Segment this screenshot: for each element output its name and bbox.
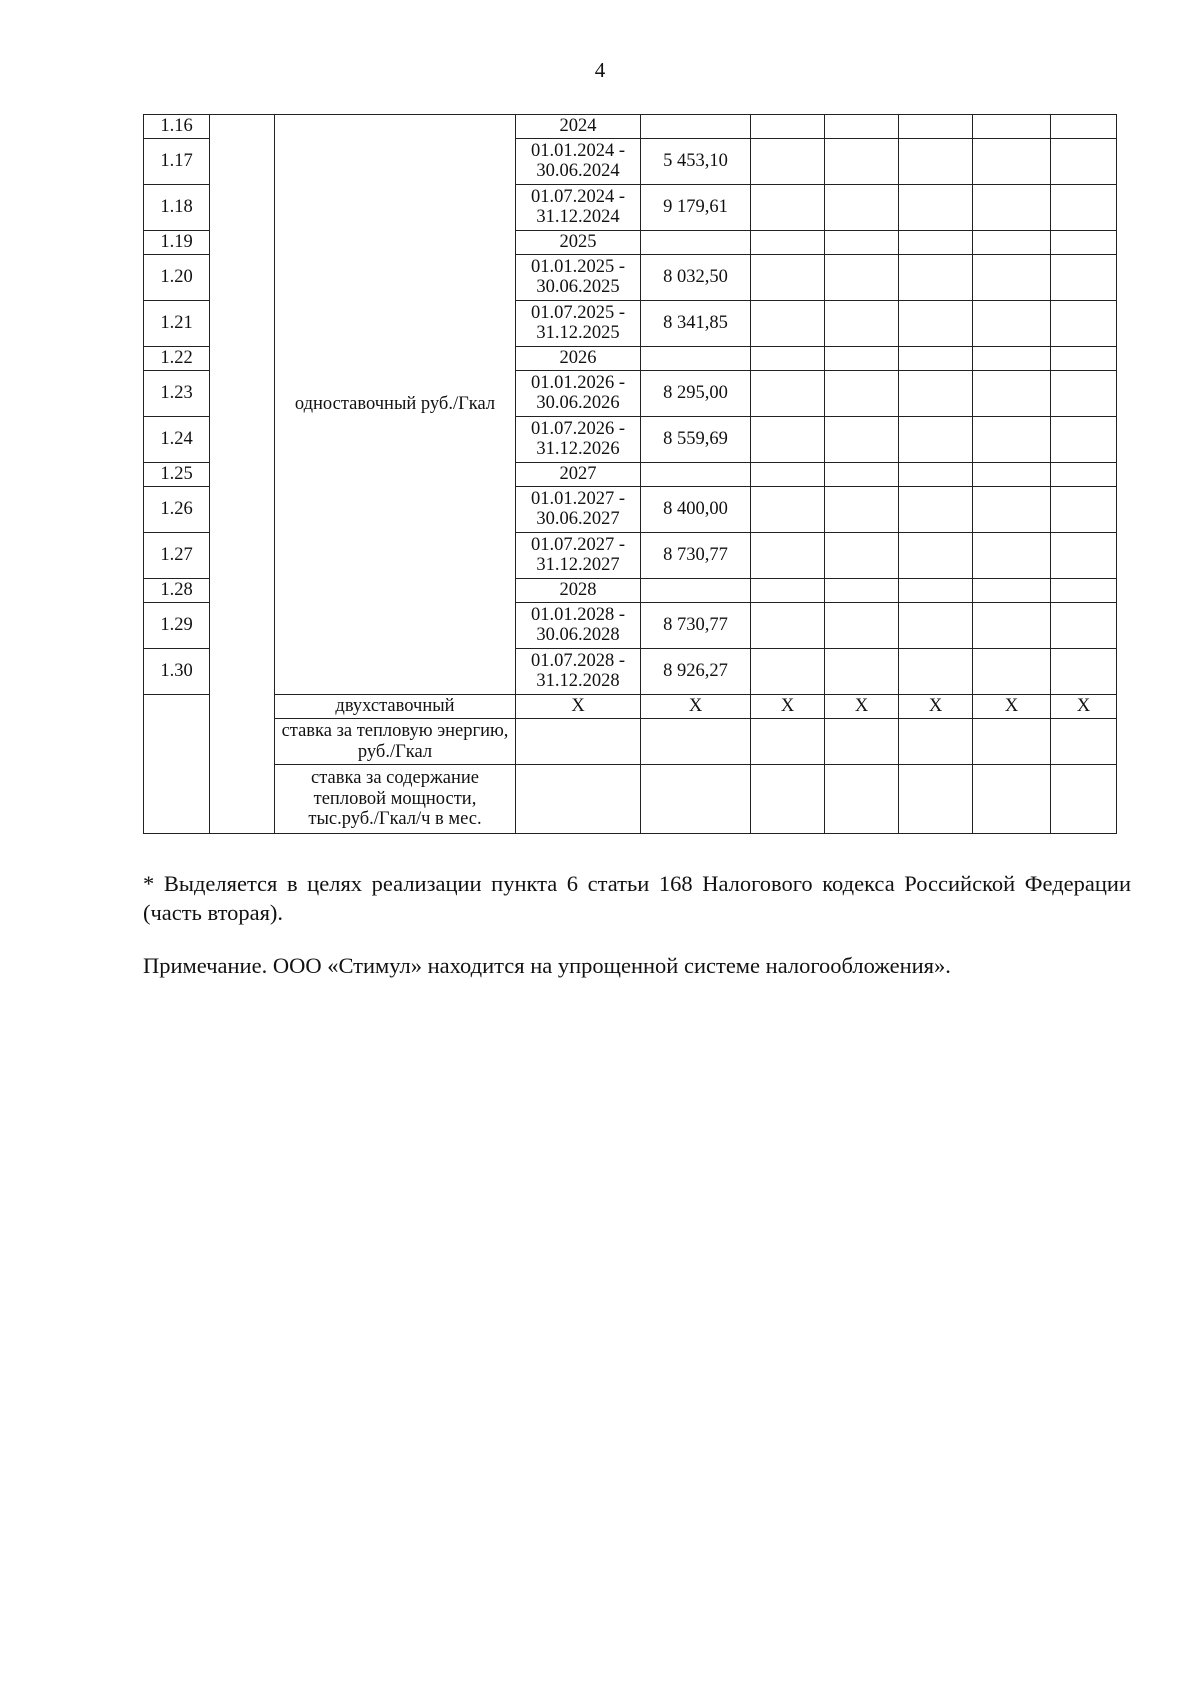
empty-cell xyxy=(751,463,825,487)
empty-cell xyxy=(1051,463,1117,487)
empty-cell xyxy=(641,765,751,834)
value-cell xyxy=(641,463,751,487)
row-number: 1.26 xyxy=(144,487,210,533)
empty-cell xyxy=(751,231,825,255)
x-mark: X xyxy=(973,695,1051,719)
period-cell: 2027 xyxy=(516,463,641,487)
empty-cell xyxy=(751,487,825,533)
period-cell: 01.01.2028 - 30.06.2028 xyxy=(516,603,641,649)
empty-cell xyxy=(751,649,825,695)
energy-rate-label: ставка за тепловую энергию, руб./Гкал xyxy=(275,719,516,765)
empty-cell xyxy=(1051,765,1117,834)
x-mark: X xyxy=(641,695,751,719)
empty-cell xyxy=(899,347,973,371)
table-row xyxy=(144,695,1117,719)
empty-cell xyxy=(899,765,973,834)
empty-cell xyxy=(825,115,899,139)
value-cell: 8 341,85 xyxy=(641,301,751,347)
empty-cell xyxy=(973,231,1051,255)
period-cell: 2025 xyxy=(516,231,641,255)
empty-cell xyxy=(1051,185,1117,231)
empty-cell xyxy=(899,719,973,765)
empty-cell xyxy=(1051,347,1117,371)
empty-cell xyxy=(825,185,899,231)
footnote: * Выделяется в целях реализации пункта 6 статьи 168 Налогового кодекса Российской Федерации (часть вторая). xyxy=(143,871,1131,925)
empty-cell xyxy=(825,579,899,603)
empty-cell xyxy=(825,649,899,695)
row-number: 1.27 xyxy=(144,533,210,579)
empty-cell xyxy=(751,579,825,603)
x-mark: X xyxy=(825,695,899,719)
empty-cell xyxy=(1051,487,1117,533)
empty-cell xyxy=(751,371,825,417)
table-row xyxy=(144,719,1117,765)
tariff-group-label: одноставочный руб./Гкал xyxy=(275,115,516,695)
empty-cell xyxy=(899,463,973,487)
x-mark: X xyxy=(516,695,641,719)
row-number: 1.22 xyxy=(144,347,210,371)
empty-cell xyxy=(973,139,1051,185)
page-number: 4 xyxy=(594,58,606,82)
empty-cell xyxy=(899,649,973,695)
empty-cell xyxy=(751,719,825,765)
empty-cell xyxy=(516,719,641,765)
period-cell: 2028 xyxy=(516,579,641,603)
empty-cell xyxy=(973,463,1051,487)
table-row xyxy=(144,765,1117,834)
value-cell xyxy=(641,115,751,139)
empty-cell xyxy=(899,139,973,185)
table-row xyxy=(144,115,1117,139)
period-cell: 2024 xyxy=(516,115,641,139)
empty-cell xyxy=(751,533,825,579)
empty-cell xyxy=(899,185,973,231)
empty-cell xyxy=(973,765,1051,834)
empty-cell xyxy=(973,533,1051,579)
value-cell: 8 730,77 xyxy=(641,533,751,579)
empty-cell xyxy=(825,765,899,834)
period-cell: 01.07.2025 - 31.12.2025 xyxy=(516,301,641,347)
empty-cell xyxy=(825,301,899,347)
empty-cell xyxy=(751,417,825,463)
empty-cell xyxy=(973,347,1051,371)
empty-cell xyxy=(973,487,1051,533)
empty-cell xyxy=(1051,255,1117,301)
empty-cell xyxy=(825,347,899,371)
empty-cell xyxy=(751,301,825,347)
empty-cell xyxy=(1051,533,1117,579)
empty-cell xyxy=(973,579,1051,603)
empty-cell xyxy=(641,719,751,765)
value-cell: 9 179,61 xyxy=(641,185,751,231)
empty-cell xyxy=(825,371,899,417)
period-cell: 01.01.2026 - 30.06.2026 xyxy=(516,371,641,417)
empty-cell xyxy=(751,255,825,301)
row-number: 1.25 xyxy=(144,463,210,487)
empty-cell xyxy=(751,115,825,139)
empty-cell xyxy=(899,603,973,649)
empty-cell xyxy=(825,719,899,765)
empty-cell xyxy=(899,255,973,301)
empty-cell xyxy=(751,765,825,834)
empty-cell xyxy=(899,417,973,463)
empty-cell xyxy=(210,115,275,834)
row-number: 1.29 xyxy=(144,603,210,649)
empty-cell xyxy=(751,347,825,371)
empty-cell xyxy=(899,371,973,417)
row-number: 1.19 xyxy=(144,231,210,255)
empty-cell xyxy=(973,371,1051,417)
x-mark: X xyxy=(751,695,825,719)
row-number: 1.21 xyxy=(144,301,210,347)
empty-cell xyxy=(973,603,1051,649)
note: Примечание. ООО «Стимул» находится на упрощенной системе налогообложения». xyxy=(143,953,951,978)
period-cell: 01.07.2024 - 31.12.2024 xyxy=(516,185,641,231)
empty-cell xyxy=(899,579,973,603)
empty-cell xyxy=(1051,603,1117,649)
empty-cell xyxy=(973,115,1051,139)
row-number: 1.18 xyxy=(144,185,210,231)
empty-cell xyxy=(1051,371,1117,417)
two-rate-label: двухставочный xyxy=(275,695,516,719)
x-mark: X xyxy=(1051,695,1117,719)
value-cell: 8 032,50 xyxy=(641,255,751,301)
value-cell: 8 295,00 xyxy=(641,371,751,417)
empty-cell xyxy=(751,185,825,231)
empty-cell xyxy=(1051,579,1117,603)
row-number: 1.30 xyxy=(144,649,210,695)
empty-cell xyxy=(825,487,899,533)
tariff-table-body xyxy=(144,115,1117,834)
empty-cell xyxy=(751,603,825,649)
value-cell xyxy=(641,231,751,255)
empty-cell xyxy=(825,255,899,301)
empty-cell xyxy=(973,649,1051,695)
empty-cell xyxy=(973,185,1051,231)
row-number: 1.16 xyxy=(144,115,210,139)
empty-cell xyxy=(825,139,899,185)
empty-cell xyxy=(899,533,973,579)
period-cell: 01.01.2024 - 30.06.2024 xyxy=(516,139,641,185)
row-number: 1.28 xyxy=(144,579,210,603)
value-cell: 8 730,77 xyxy=(641,603,751,649)
period-cell: 2026 xyxy=(516,347,641,371)
tariff-table xyxy=(143,114,1117,834)
capacity-rate-label: ставка за содержание тепловой мощности, тыс.руб./Гкал/ч в мес. xyxy=(275,765,516,834)
value-cell xyxy=(641,579,751,603)
empty-cell xyxy=(899,115,973,139)
empty-cell xyxy=(1051,719,1117,765)
value-cell: 8 559,69 xyxy=(641,417,751,463)
x-mark: X xyxy=(899,695,973,719)
empty-cell xyxy=(1051,649,1117,695)
value-cell: 8 926,27 xyxy=(641,649,751,695)
empty-cell xyxy=(973,719,1051,765)
period-cell: 01.07.2026 - 31.12.2026 xyxy=(516,417,641,463)
empty-cell xyxy=(899,301,973,347)
empty-cell xyxy=(825,603,899,649)
empty-cell xyxy=(1051,139,1117,185)
empty-cell xyxy=(516,765,641,834)
row-number: 1.17 xyxy=(144,139,210,185)
row-number: 1.20 xyxy=(144,255,210,301)
empty-cell xyxy=(1051,231,1117,255)
empty-cell xyxy=(899,487,973,533)
empty-cell xyxy=(973,417,1051,463)
empty-cell xyxy=(973,301,1051,347)
period-cell: 01.01.2027 - 30.06.2027 xyxy=(516,487,641,533)
empty-cell xyxy=(825,417,899,463)
period-cell: 01.01.2025 - 30.06.2025 xyxy=(516,255,641,301)
period-cell: 01.07.2027 - 31.12.2027 xyxy=(516,533,641,579)
empty-cell xyxy=(973,255,1051,301)
empty-cell xyxy=(825,231,899,255)
value-cell xyxy=(641,347,751,371)
empty-cell xyxy=(751,139,825,185)
row-number: 1.23 xyxy=(144,371,210,417)
empty-cell xyxy=(1051,115,1117,139)
empty-cell xyxy=(1051,301,1117,347)
empty-cell xyxy=(1051,417,1117,463)
empty-cell xyxy=(144,695,210,834)
row-number: 1.24 xyxy=(144,417,210,463)
empty-cell xyxy=(825,463,899,487)
empty-cell xyxy=(899,231,973,255)
empty-cell xyxy=(825,533,899,579)
value-cell: 5 453,10 xyxy=(641,139,751,185)
period-cell: 01.07.2028 - 31.12.2028 xyxy=(516,649,641,695)
value-cell: 8 400,00 xyxy=(641,487,751,533)
